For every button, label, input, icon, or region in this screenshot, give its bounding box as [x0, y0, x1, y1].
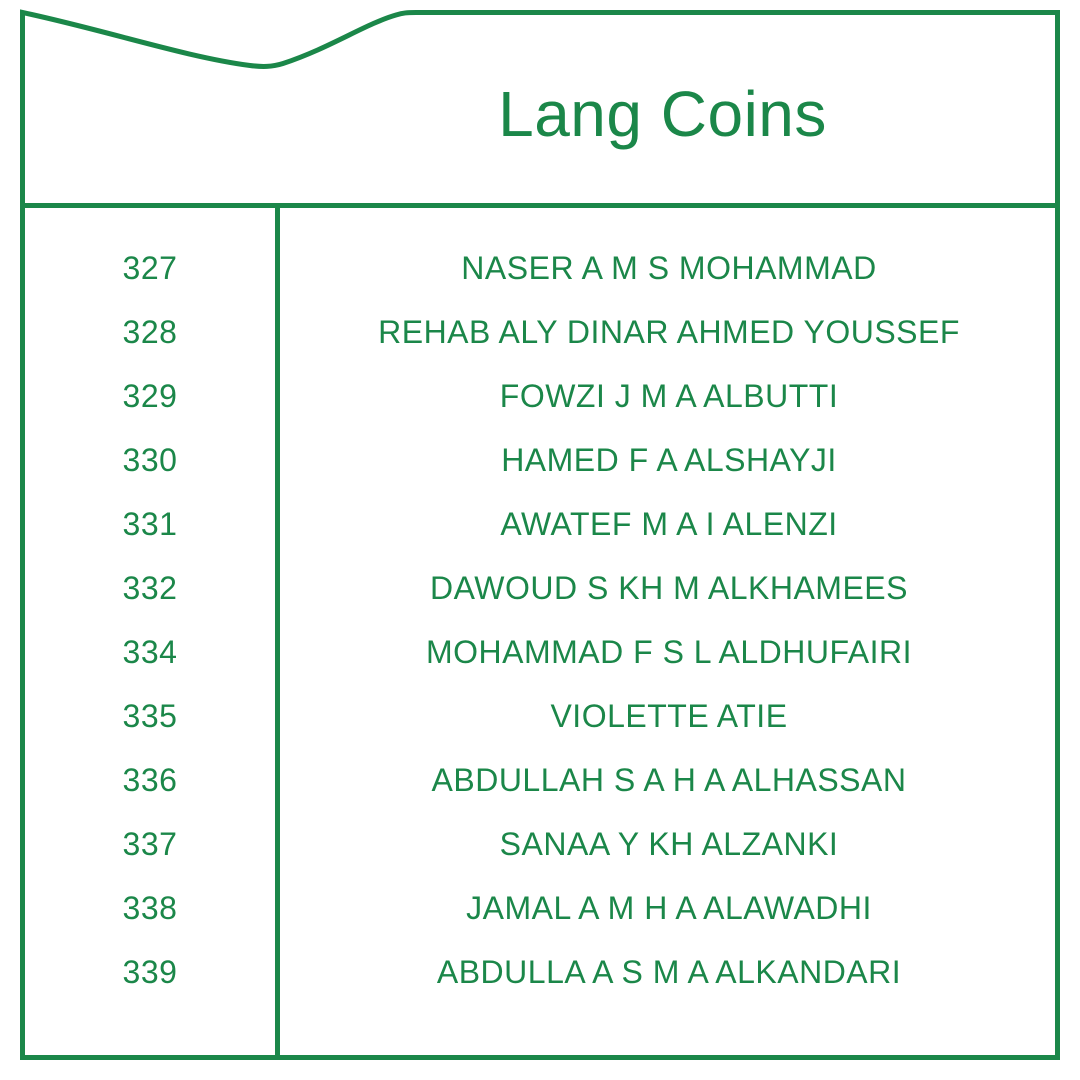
member-name: ABDULLA A S M A ALKANDARI	[436, 953, 902, 990]
member-number: 328	[122, 313, 178, 350]
table-row	[25, 876, 1055, 940]
member-name: MOHAMMAD F S L ALDHUFAIRI	[425, 633, 913, 670]
member-number: 332	[122, 569, 178, 606]
table-row	[25, 556, 1055, 620]
member-name: JAMAL A M H A ALAWADHI	[466, 889, 872, 926]
table-row	[25, 684, 1055, 748]
table-row	[25, 812, 1055, 876]
table-row	[25, 364, 1055, 428]
member-number: 329	[122, 377, 178, 414]
member-number: 335	[122, 697, 178, 734]
member-name: SANAA Y KH ALZANKI	[499, 825, 839, 862]
member-number: 337	[122, 825, 178, 862]
member-number: 331	[122, 505, 178, 542]
member-name: VIOLETTE ATIE	[550, 697, 788, 734]
member-number: 339	[122, 953, 178, 990]
member-name: AWATEF M A I ALENZI	[500, 505, 838, 542]
member-name: DAWOUD S KH M ALKHAMEES	[430, 569, 908, 606]
table-row	[25, 236, 1055, 300]
roster-table	[25, 236, 1055, 1004]
member-name: REHAB ALY DINAR AHMED YOUSSEF	[378, 313, 960, 350]
member-number: 336	[122, 761, 178, 798]
table-row	[25, 492, 1055, 556]
table-row	[25, 940, 1055, 1004]
table-row	[25, 300, 1055, 364]
member-number: 327	[122, 249, 178, 286]
member-name: FOWZI J M A ALBUTTI	[499, 377, 839, 414]
member-number: 330	[122, 441, 178, 478]
page-title: Lang Coins	[498, 78, 827, 150]
member-number: 334	[122, 633, 178, 670]
table-row	[25, 748, 1055, 812]
member-name: NASER A M S MOHAMMAD	[461, 249, 877, 286]
member-number: 338	[122, 889, 178, 926]
member-name: HAMED F A ALSHAYJI	[501, 441, 837, 478]
table-row	[25, 428, 1055, 492]
table-row	[25, 620, 1055, 684]
member-name: ABDULLAH S A H A ALHASSAN	[431, 761, 907, 798]
